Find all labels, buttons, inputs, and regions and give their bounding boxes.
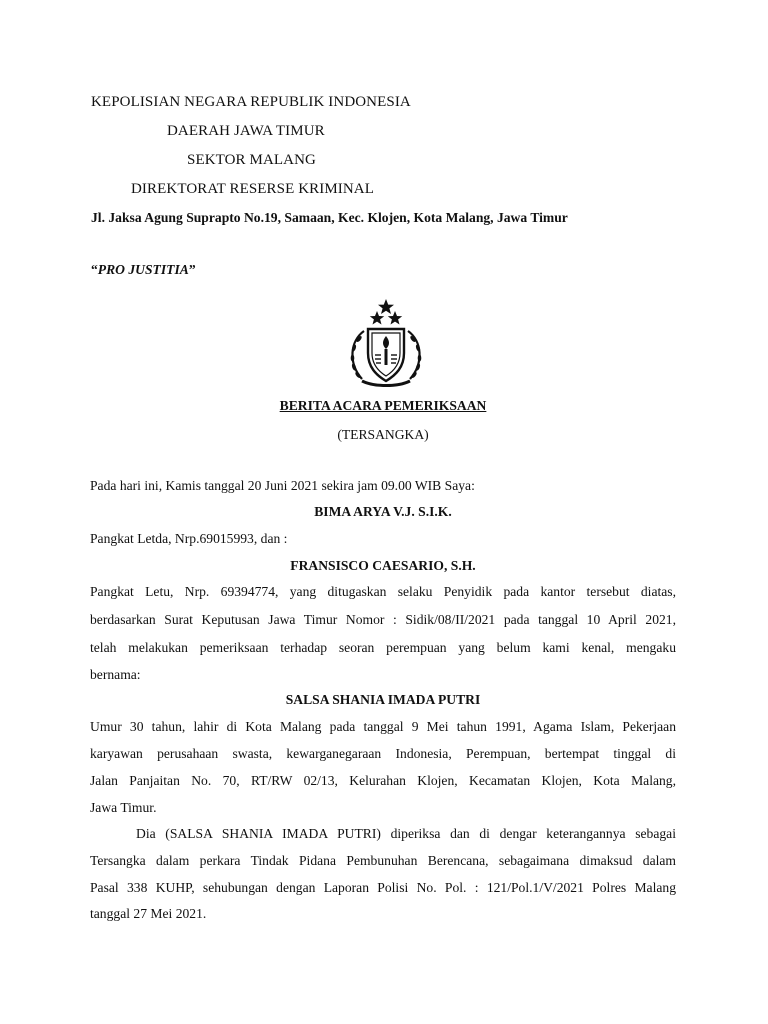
suspect-name: SALSA SHANIA IMADA PUTRI xyxy=(285,692,481,707)
header-region: DAERAH JAWA TIMUR xyxy=(167,123,325,139)
case-line: Dia (SALSA SHANIA IMADA PUTRI) diperiksa dan di dengar keterangannya sebagai xyxy=(136,826,676,841)
pro-justitia-text: PRO JUSTITIA xyxy=(97,262,189,277)
officer1-rank: Pangkat Letda, Nrp.69015993, dan : xyxy=(90,531,288,546)
case-line: tanggal 27 Mei 2021. xyxy=(90,906,207,921)
pro-justitia-open-quote: “ xyxy=(91,262,98,277)
header-agency: KEPOLISIAN NEGARA REPUBLIK INDONESIA xyxy=(91,94,411,110)
emblem-leaves-left xyxy=(351,335,363,379)
suspect-line: Jawa Timur. xyxy=(90,800,157,815)
document-title: BERITA ACARA PEMERIKSAAN xyxy=(279,398,487,413)
header-address: Jl. Jaksa Agung Suprapto No.19, Samaan, Kec. Klojen, Kota Malang, Jawa Timur xyxy=(91,210,568,225)
officer1-name: BIMA ARYA V.J. S.I.K. xyxy=(314,504,452,519)
case-line: Pasal 338 KUHP, sehubungan dengan Laporan Polisi No. Pol. : 121/Pol.1/V/2021 Polres Malang xyxy=(90,880,676,895)
header-sector: SEKTOR MALANG xyxy=(187,152,316,168)
suspect-line: Jalan Panjaitan No. 70, RT/RW 02/13, Kelurahan Klojen, Kecamatan Klojen, Kota Malang, xyxy=(90,773,676,788)
intro-text: Pada hari ini, Kamis tanggal 20 Juni 2021 sekira jam 09.00 WIB Saya: xyxy=(90,478,475,493)
officer2-line: berdasarkan Surat Keputusan Jawa Timur Nomor : Sidik/08/II/2021 pada tanggal 10 April 2021, xyxy=(90,612,676,627)
emblem-leaves-right xyxy=(409,335,421,379)
header-directorate: DIREKTORAT RESERSE KRIMINAL xyxy=(131,181,374,197)
document-subtitle: (TERSANGKA) xyxy=(337,427,429,442)
officer2-name: FRANSISCO CAESARIO, S.H. xyxy=(290,558,476,573)
officer2-line: Pangkat Letu, Nrp. 69394774, yang ditugaskan selaku Penyidik pada kantor tersebut diatas, xyxy=(90,584,676,599)
pro-justitia-close-quote: ” xyxy=(188,262,196,277)
suspect-line: Umur 30 tahun, lahir di Kota Malang pada tanggal 9 Mei tahun 1991, Agama Islam, Pekerjaan xyxy=(90,719,676,734)
officer2-line: telah melakukan pemeriksaan terhadap seoran perempuan yang belum kami kenal, mengaku xyxy=(90,640,676,655)
emblem-star-top xyxy=(378,299,394,314)
suspect-line: karyawan perusahaan swasta, kewarganegaraan Indonesia, Perempuan, bertempat tinggal di xyxy=(90,746,676,761)
officer2-line: bernama: xyxy=(90,667,141,682)
police-emblem-icon xyxy=(340,297,432,389)
pro-justitia xyxy=(91,262,196,278)
case-line: Tersangka dalam perkara Tindak Pidana Pembunuhan Berencana, sebagaimana dimaksud dalam xyxy=(90,853,676,868)
emblem-torch xyxy=(385,349,388,365)
